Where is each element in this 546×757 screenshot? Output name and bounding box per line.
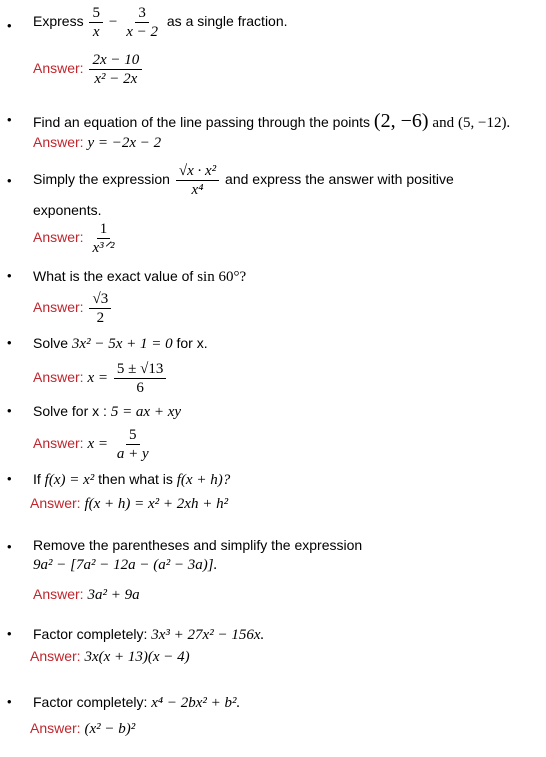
numerator: 5 ± √13 xyxy=(114,360,166,379)
denominator: x − 2 xyxy=(126,24,158,40)
question-prompt: Remove the parentheses and simplify the expression xyxy=(33,537,363,553)
numerator: 3 xyxy=(135,4,149,23)
question-prompt: Find an equation of the line passing through the points xyxy=(33,114,371,130)
answer-value: y = −2x − 2 xyxy=(87,135,162,151)
question-text xyxy=(33,403,181,421)
point-2: (5, −12). xyxy=(457,115,511,131)
bullet: • xyxy=(7,539,12,554)
question-text xyxy=(33,626,264,644)
equation: 3x² − 5x + 1 = 0 xyxy=(71,336,173,352)
denominator: x² − 2x xyxy=(94,71,138,87)
question-prompt: What is the exact value of xyxy=(33,268,194,284)
numerator: 2x − 10 xyxy=(89,51,142,70)
question-text xyxy=(33,537,362,553)
question-text xyxy=(33,335,208,353)
answer-fraction xyxy=(89,290,111,327)
bullet: • xyxy=(7,471,12,486)
answer-row xyxy=(30,495,228,513)
denominator: 6 xyxy=(136,380,144,396)
question-prompt-end: and express the answer with positive xyxy=(225,171,454,188)
answer-row xyxy=(33,586,140,604)
expression-fraction xyxy=(176,162,219,199)
bullet: • xyxy=(7,268,12,283)
question-text xyxy=(33,471,230,489)
bullet: • xyxy=(7,335,12,350)
question-text xyxy=(33,162,454,199)
answer-value: (x² − b)² xyxy=(84,721,136,737)
answer-fraction xyxy=(89,51,142,88)
answer-label: Answer: xyxy=(30,648,81,664)
point-1: (2, −6) xyxy=(373,110,429,132)
question-prompt: Solve xyxy=(33,335,69,351)
answer-row xyxy=(33,290,113,327)
fraction-term-1 xyxy=(89,4,103,41)
answer-label: Answer: xyxy=(33,369,84,386)
bullet: • xyxy=(7,694,12,709)
denominator: 2 xyxy=(96,310,105,326)
question-prompt: Factor completely: xyxy=(33,626,148,642)
answer-row xyxy=(33,360,168,397)
question-prompt-middle: then what is xyxy=(98,471,173,487)
question-prompt: Factor completely: xyxy=(33,694,148,710)
question-prompt-end: for x. xyxy=(176,335,208,351)
bullet: • xyxy=(7,18,12,33)
answer-label: Answer: xyxy=(33,299,84,316)
numerator: √3 xyxy=(89,290,111,309)
question-text xyxy=(33,268,246,286)
answer-row xyxy=(33,134,161,152)
numerator: 5 xyxy=(126,426,140,445)
expression: 3x³ + 27x² − 156x. xyxy=(151,627,265,643)
numerator: 1 xyxy=(97,220,111,239)
question-text xyxy=(33,694,240,712)
answer-label: Answer: xyxy=(30,495,81,511)
question-prompt-end: as a single fraction. xyxy=(166,13,288,30)
numerator: 5 xyxy=(89,4,103,23)
answer-fraction xyxy=(89,220,117,257)
question-prompt: Express xyxy=(33,13,84,30)
question-continuation: exponents. xyxy=(33,202,102,218)
answer-value: 3a² + 9a xyxy=(87,587,140,603)
bullet: • xyxy=(7,626,12,641)
answer-value: 3x(x + 13)(x − 4) xyxy=(84,649,190,665)
question-prompt: Solve for x : xyxy=(33,403,107,419)
answer-label: Answer: xyxy=(33,435,84,452)
answer-variable: x = xyxy=(87,436,108,453)
question-prompt: If xyxy=(33,471,41,487)
fraction-term-2 xyxy=(123,4,161,41)
denominator: x xyxy=(92,24,100,40)
function-query: f(x + h)? xyxy=(176,472,231,488)
question-text: Express $\frac{5}{x}$ − $\frac{3}{x - 2}$ as a single fraction. xyxy=(33,5,288,40)
denominator: a + y xyxy=(116,446,149,462)
answer-row xyxy=(33,220,119,257)
answer-row xyxy=(30,720,135,738)
question-prompt: Simply the expression xyxy=(33,171,170,188)
conjunction: and xyxy=(432,115,455,131)
answer-label: Answer: xyxy=(33,586,84,602)
answer-label: Answer: xyxy=(33,60,84,77)
answer-row xyxy=(30,648,190,666)
answer-variable: x = xyxy=(87,370,108,387)
expression: sin 60°? xyxy=(197,269,247,285)
answer-row xyxy=(33,51,144,88)
equation: 5 = ax + xy xyxy=(110,404,182,420)
answer-row xyxy=(33,426,154,463)
answer-fraction xyxy=(114,426,152,463)
numerator: √x · x² xyxy=(176,162,219,181)
function-definition: f(x) = x² xyxy=(44,472,95,488)
answer-fraction xyxy=(114,360,166,397)
denominator: x³ᐟ² xyxy=(92,240,115,256)
answer-label: Answer: xyxy=(30,720,81,736)
expression: x⁴ − 2bx² + b². xyxy=(151,695,241,711)
bullet: • xyxy=(7,403,12,418)
question-text xyxy=(33,110,510,133)
expression: 9a² − [7a² − 12a − (a² − 3a)]. xyxy=(33,557,218,573)
bullet: • xyxy=(7,173,12,188)
denominator: x⁴ xyxy=(191,182,204,198)
bullet: • xyxy=(7,112,12,127)
answer-value: f(x + h) = x² + 2xh + h² xyxy=(84,496,229,512)
answer-label: Answer: xyxy=(33,229,84,246)
answer-label: Answer: xyxy=(33,134,84,150)
